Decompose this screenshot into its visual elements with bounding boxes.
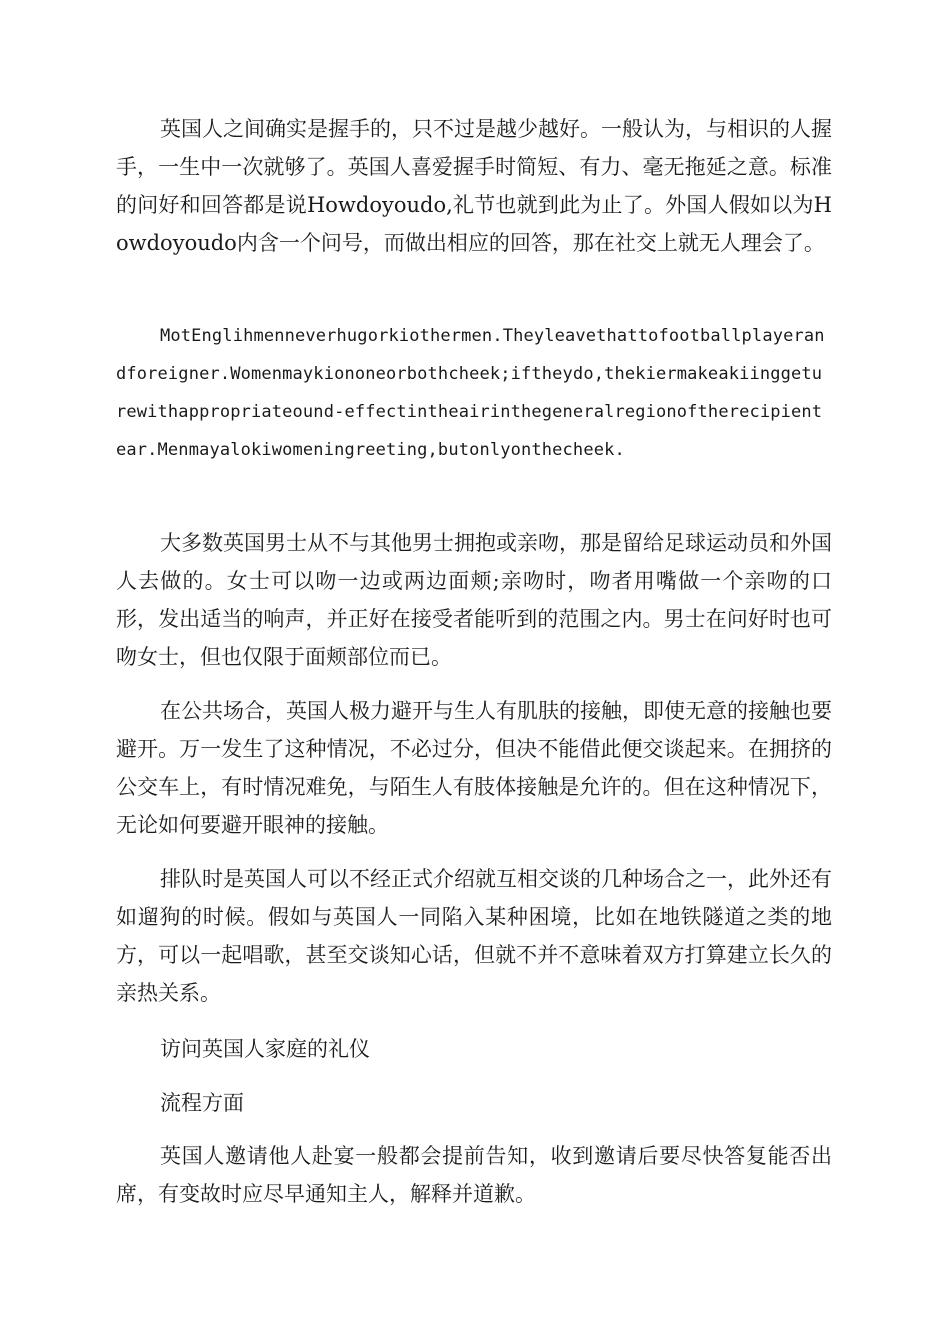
paragraph-queue-conversation: 排队时是英国人可以不经正式介绍就互相交谈的几种场合之一，此外还有如遛狗的时候。假如与英国人一同陷入某种困境，比如在地铁隧道之类的地方，可以一起唱歌，甚至交谈知心话，但就不并不意味着双方打算建立长久的亲热关系。 [116, 867, 832, 1005]
section-heading-procedure: 流程方面 [160, 1091, 244, 1115]
paragraph-public-contact: 在公共场合，英国人极力避开与生人有肌肤的接触，即使无意的接触也要避开。万一发生了这种情况，不必过分，但决不能借此便交谈起来。在拥挤的公交车上，有时情况难免，与陌生人有肢体接触是允许的。但在这种情况下，无论如何要避开眼神的接触。 [116, 699, 832, 837]
paragraph-invitation: 英国人邀请他人赴宴一般都会提前告知，收到邀请后要尽快答复能否出席，有变故时应尽早通知主人，解释并道歉。 [116, 1144, 832, 1206]
paragraph-english-greeting: MotEnglihmenneverhugorkiothermen.Theyleavethattofootballplayerandforeigner.Womenmaykiononeorbothcheek;iftheydo,thekiermakeakiinggeturewithappropriateound-effectintheairinthegeneralregionoftherecipientear.Menmayalokiwomeningreeting,butonlyonthecheek. [116, 326, 825, 460]
paragraph-handshake: 英国人之间确实是握手的，只不过是越少越好。一般认为，与相识的人握手，一生中一次就够了。英国人喜爱握手时简短、有力、毫无拖延之意。标准的问好和回答都是说Howdoyoudo,礼节也就到此为止了。外国人假如以为Howdoyoudo内含一个问号，而做出相应的回答，那在社交上就无人理会了。 [116, 117, 832, 255]
paragraph-hug-kiss: 大多数英国男士从不与其他男士拥抱或亲吻，那是留给足球运动员和外国人去做的。女士可以吻一边或两边面颊;亲吻时，吻者用嘴做一个亲吻的口形，发出适当的响声，并正好在接受者能听到的范围之内。男士在问好时也可吻女士，但也仅限于面颊部位而已。 [116, 531, 832, 669]
section-heading-home-visit: 访问英国人家庭的礼仪 [160, 1037, 370, 1061]
